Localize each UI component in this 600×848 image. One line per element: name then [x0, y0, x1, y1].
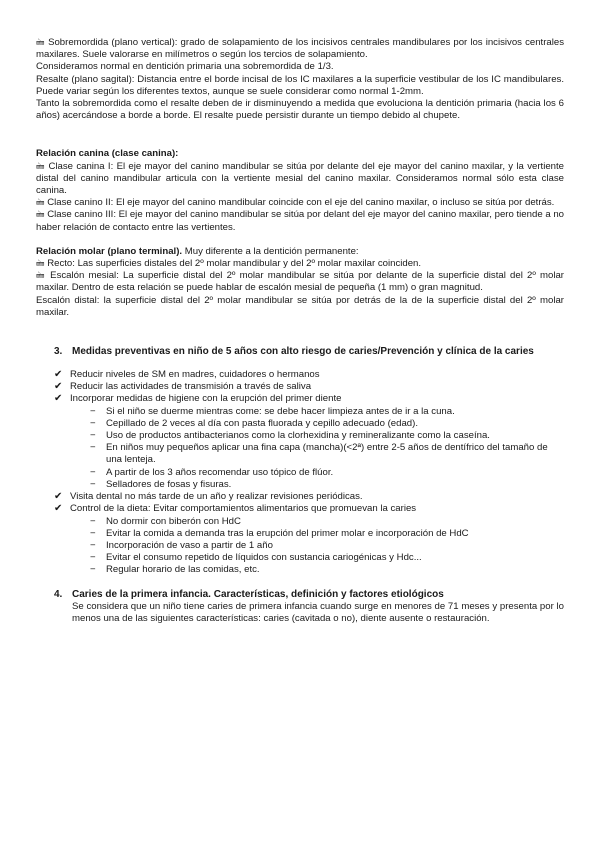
section-3-heading: 3. Medidas preventivas en niño de 5 años con alto riesgo de caries/Prevención y clínica de la caries [54, 346, 534, 358]
checklist-item-text: Incorporar medidas de higiene con la erupción del primer diente [70, 393, 342, 405]
resalte-paragraph: Resalte (plano sagital): Distancia entre el borde incisal de los IC maxilares a la superficie vestibular de los IC mandibulares. Puede variar según los diferentes textos, aunque se suele considerar como normal 1-2mm. [36, 73, 564, 97]
sub-list-item-text: Uso de productos antibacterianos como la clorhexidina y remineralizante como la caseína. [106, 430, 490, 442]
section-4-heading: 4. Caries de la primera infancia. Características, definición y factores etiológicos [54, 588, 444, 600]
evolution-paragraph: Tanto la sobremordida como el resalte deben de ir disminuyendo a medida que evoluciona la dentición primaria (hacia los 6 años) acercándose a borde a borde. El resalte puede persistir durante un tiempo debido al chupete. [36, 98, 564, 122]
checkmark-icon: ✔ [54, 369, 63, 381]
keyboard-icon: 🖮 [36, 271, 46, 282]
keyboard-icon: 🖮 [36, 210, 45, 221]
document-page [36, 37, 564, 625]
sobremordida-normal-text: Consideramos normal en dentición primaria una sobremordida de 1/3. [36, 61, 334, 73]
section-4-body: Se considera que un niño tiene caries de primera infancia cuando surge en menores de 71 meses y presenta por lo menos una de las siguientes características: caries (cavitada o no), diente ausente o restauración. [72, 600, 564, 624]
sub-list-item [90, 516, 564, 528]
canine-class-3: 🖮 Clase canino III: El eje mayor del canino mandibular se sitúa por delant del eje mayor del canino maxilar, pero tiende a no haber relación de contacto entre las vertientes. [36, 209, 564, 233]
dash-bullet: − [90, 539, 96, 551]
sub-list-item [90, 406, 564, 418]
checklist-item [54, 491, 564, 503]
keyboard-icon: 🖮 [36, 259, 45, 270]
dash-bullet: − [90, 515, 96, 527]
sub-list-item-text: No dormir con biberón con HdC [106, 515, 241, 527]
canine-class-1: 🖮 Clase canina I: El eje mayor del canino mandibular se sitúa por delante del eje mayor del canino maxilar, y la vertiente distal del canino mandibular articula con la vertiente mesial del canino maxilar. Consideramos normal sólo esta clase canina. [36, 160, 564, 197]
dash-bullet: − [90, 430, 96, 442]
checklist-item-text: Reducir las actividades de transmisión a través de saliva [70, 381, 312, 393]
sub-list-item-text: Evitar la comida a demanda tras la erupción del primer molar e incorporación de HdC [106, 527, 469, 539]
sub-list-item [90, 467, 564, 479]
checkmark-icon: ✔ [54, 381, 63, 393]
checkmark-icon: ✔ [54, 491, 63, 503]
molar-relation-heading: Relación molar (plano terminal). Muy diferente a la dentición permanente: [36, 245, 359, 257]
sub-list-item [90, 430, 564, 442]
checklist-item [54, 381, 564, 393]
prevention-list [36, 369, 564, 576]
sub-list-item [90, 442, 564, 466]
dash-bullet: − [90, 405, 96, 417]
sub-list-item-text: A partir de los 3 años recomendar uso tópico de flúor. [106, 466, 334, 478]
sub-list-item-text: Incorporación de vaso a partir de 1 año [106, 539, 273, 551]
canine-class-2: 🖮 Clase canino II: El eje mayor del canino mandibular coincide con el eje del canino maxilar, o incluso se sitúa por detrás. [36, 197, 555, 209]
dash-bullet: − [90, 466, 96, 478]
dash-bullet: − [90, 478, 96, 490]
sobremordida-paragraph: 🖮 Sobremordida (plano vertical): grado de solapamiento de los incisivos centrales mandibulares por los incisivos centrales maxilares. Suele valorarse en milímetros o según los tercios de solapamiento. [36, 37, 564, 61]
molar-escalon-distal: Escalón distal: la superficie distal del 2º molar mandibular se sitúa por detrás de la de la superficie distal del 2º molar maxilar. [36, 294, 564, 318]
sub-list-item [90, 540, 564, 552]
sub-list-item [90, 564, 564, 576]
sub-list-item-text: Si el niño se duerme mientras come: se debe hacer limpieza antes de ir a la cuna. [106, 405, 455, 417]
molar-escalon-mesial: 🖮 Escalón mesial: La superficie distal del 2º molar mandibular se sitúa por delante de la superficie distal del 2º molar maxilar. Dentro de esta relación se puede hablar de escalón mesial de pequeña (1 mm) o gran magnitud. [36, 270, 564, 294]
checkmark-icon: ✔ [54, 503, 63, 515]
sub-list-item [90, 528, 564, 540]
sub-list-item-text: Regular horario de las comidas, etc. [106, 564, 260, 576]
sub-list-item [90, 418, 564, 430]
checkmark-icon: ✔ [54, 393, 63, 405]
checklist-item [54, 369, 564, 381]
dash-bullet: − [90, 552, 96, 564]
keyboard-icon: 🖮 [36, 161, 46, 172]
dash-bullet: − [90, 442, 96, 454]
sub-list-item-text: Cepillado de 2 veces al día con pasta fluorada y cepillo adecuado (edad). [106, 417, 419, 429]
sub-list-item-text: En niños muy pequeños aplicar una fina capa (mancha)(<2ª) entre 2-5 años de dentífrico del tamaño de una lenteja. [106, 442, 548, 466]
dash-bullet: − [90, 417, 96, 429]
keyboard-icon: 🖮 [36, 198, 45, 209]
dash-bullet: − [90, 564, 96, 576]
checklist-item-text: Reducir niveles de SM en madres, cuidadores o hermanos [70, 369, 320, 381]
dash-bullet: − [90, 527, 96, 539]
canine-relation-heading: Relación canina (clase canina): [36, 148, 179, 160]
sub-list-item-text: Evitar el consumo repetido de líquidos con sustancia cariogénicas y Hdc... [106, 552, 422, 564]
checklist-item-text: Visita dental no más tarde de un año y realizar revisiones periódicas. [70, 491, 363, 503]
molar-recto: 🖮 Recto: Las superficies distales del 2º molar mandibular y del 2º molar maxilar coinciden. [36, 258, 422, 270]
checklist-item-text: Control de la dieta: Evitar comportamientos alimentarios que promuevan la caries [70, 503, 417, 515]
sub-list-item-text: Selladores de fosas y fisuras. [106, 478, 232, 490]
checklist-item [54, 393, 564, 405]
sub-list-item [90, 552, 564, 564]
checklist-item [54, 503, 564, 515]
keyboard-icon: 🖮 [36, 38, 45, 48]
sub-list-item [90, 479, 564, 491]
